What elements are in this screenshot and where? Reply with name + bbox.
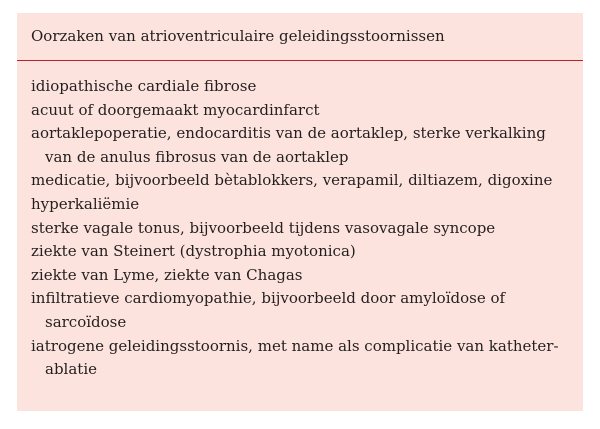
- cause-item: iatrogene geleidingsstoornis, met name als complicatie van katheter-ablatie: [31, 336, 559, 379]
- title-divider: [17, 60, 583, 61]
- cause-item: hyperkaliëmie: [31, 194, 140, 213]
- causes-list: [31, 75, 577, 382]
- cause-item: ziekte van Lyme, ziekte van Chagas: [31, 265, 303, 284]
- causes-table: [17, 13, 583, 411]
- cause-item: infiltratieve cardiomyopathie, bijvoorbeeld door amyloïdose of sarcoïdose: [31, 289, 506, 331]
- cause-item-text: aortaklepoperatie, endocarditis van de aortaklep, sterke verkalking van de anulus fibrosus van de aortaklep: [31, 124, 546, 166]
- cause-item: medicatie, bijvoorbeeld bètablokkers, verapamil, diltiazem, digoxine: [31, 171, 553, 190]
- cause-item: ziekte van Steinert (dystrophia myotonica): [31, 242, 356, 261]
- cause-item: sterke vagale tonus, bijvoorbeeld tijdens vasovagale syncope: [31, 218, 496, 237]
- table-title: Oorzaken van atrioventriculaire geleidingsstoornissen: [31, 27, 445, 45]
- cause-item: [31, 122, 577, 169]
- cause-item: idiopathische cardiale fibrose: [31, 77, 257, 95]
- cause-item: acuut of doorgemaakt myocardinfarct: [31, 100, 320, 119]
